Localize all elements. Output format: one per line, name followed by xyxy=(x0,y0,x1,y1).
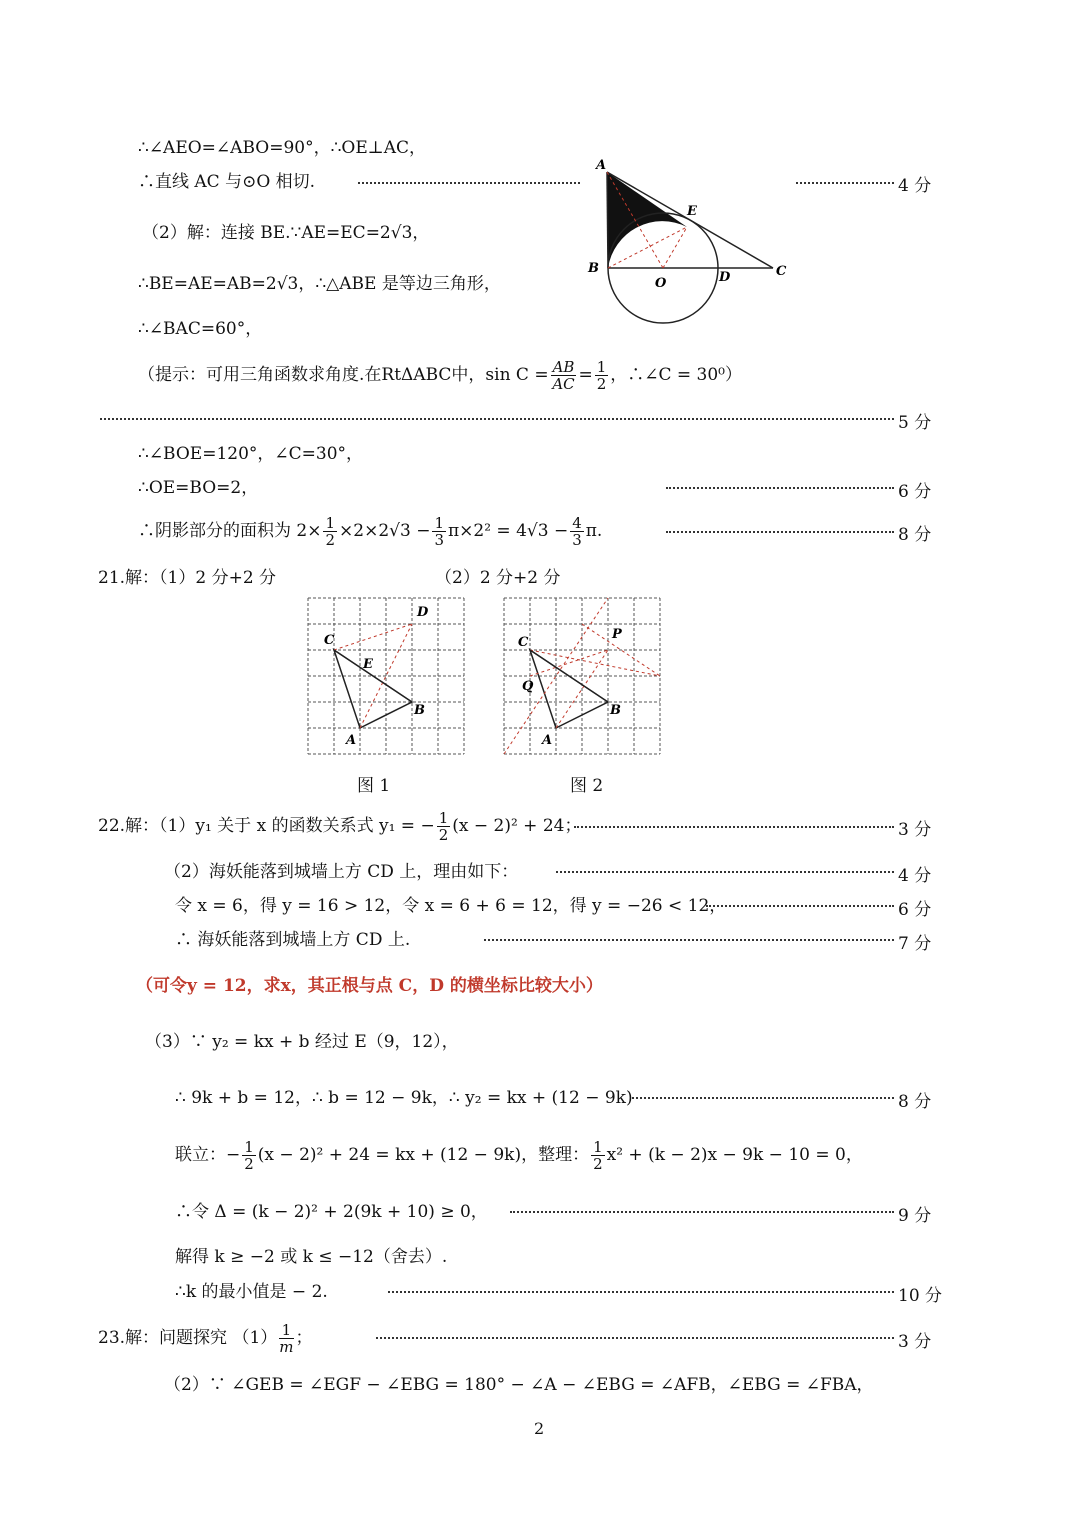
q21-figure-1 xyxy=(306,596,468,758)
label-B: B xyxy=(588,261,599,276)
label-E: E xyxy=(363,657,373,672)
q20-line-5: ∴∠BAC=60°， xyxy=(138,319,263,339)
dot-leader xyxy=(632,1097,894,1099)
q20-line-4: ∴BE=AE=AB=2√3，∴△ABE 是等边三角形， xyxy=(138,274,501,294)
q23-line-1: 23.解：问题探究 （1） $\frac{1}{m}$ ； xyxy=(98,1321,313,1356)
score-5: 5 分 xyxy=(898,413,932,433)
label-P: P xyxy=(612,627,622,642)
dot-leader xyxy=(666,531,894,533)
q22-line-2: （2）海妖能落到城墙上方 CD 上，理由如下： xyxy=(164,862,519,882)
figure-2-caption: 图 2 xyxy=(570,776,604,796)
q20-line-8: ∴阴影部分的面积为 2× $\frac{1}{2}$ ×2×2√3 − $\frac{1}{3}$ π×2² = 4√3 − $\frac{4}{3}$ π. xyxy=(138,514,603,549)
score-9: 9 分 xyxy=(898,1206,932,1226)
score-8: 8 分 xyxy=(898,525,932,545)
dot-leader xyxy=(100,418,894,420)
label-C: C xyxy=(776,264,787,279)
label-Q: Q xyxy=(522,679,534,694)
q22-red-note: （可令y = 12，求x，其正根与点 C，D 的横坐标比较大小） xyxy=(136,976,603,996)
label-D: D xyxy=(719,270,731,285)
score-3: 3 分 xyxy=(898,1332,932,1352)
q22-line-3: 令 x = 6，得 y = 16 > 12，令 x = 6 + 6 = 12，得 y = −26 < 12， xyxy=(175,896,727,916)
label-B: B xyxy=(414,703,425,718)
q22-line-6: ∴ 9k + b = 12，∴ b = 12 − 9k，∴ y₂ = kx + (12 − 9k) xyxy=(175,1088,633,1108)
score-4: 4 分 xyxy=(898,176,932,196)
label-D: D xyxy=(417,605,429,620)
score-7: 7 分 xyxy=(898,934,932,954)
q22-line-7: 联立：− $\frac{1}{2}$ (x − 2)² + 24 = kx + (12 − 9k)，整理： $\frac{1}{2}$ x² + (k − 2)x − 9k − 10 = 0， xyxy=(175,1138,863,1173)
dot-leader xyxy=(666,487,894,489)
q21-heading: 21.解：（1）2 分+2 分 xyxy=(98,568,277,588)
score-4: 4 分 xyxy=(898,866,932,886)
dot-leader xyxy=(706,905,894,907)
q22-line-9: 解得 k ≥ −2 或 k ≤ −12（舍去）. xyxy=(175,1247,448,1267)
q23-line-2: （2）∵ ∠GEB = ∠EGF − ∠EBG = 180° − ∠A − ∠EBG = ∠AFB，∠EBG = ∠FBA， xyxy=(164,1375,874,1395)
label-C: C xyxy=(518,635,529,650)
score-10: 10 分 xyxy=(898,1286,943,1306)
label-A: A xyxy=(596,158,607,173)
label-B: B xyxy=(610,703,621,718)
label-O: O xyxy=(655,276,667,291)
label-C: C xyxy=(324,633,335,648)
q21-figure-2 xyxy=(502,596,664,758)
page-number: 2 xyxy=(534,1419,545,1438)
dot-leader xyxy=(376,1337,894,1339)
dot-leader xyxy=(574,826,894,828)
dot-leader xyxy=(484,939,894,941)
dot-leader xyxy=(556,871,894,873)
score-6: 6 分 xyxy=(898,482,932,502)
q22-line-4: ∴ 海妖能落到城墙上方 CD 上. xyxy=(175,930,411,950)
label-A: A xyxy=(346,733,357,748)
q22-line-5: （3）∵ y₂ = kx + b 经过 E（9，12）， xyxy=(145,1032,459,1052)
q21-part-2: （2）2 分+2 分 xyxy=(435,568,561,588)
score-6: 6 分 xyxy=(898,900,932,920)
figure-1-caption: 图 1 xyxy=(357,776,391,796)
q20-hint: （提示：可用三角函数求角度.在RtΔABC中，sin C = $\frac{AB}{AC}$ = $\frac{1}{2}$ ，∴∠C = 30⁰） xyxy=(138,358,742,393)
q22-line-1: 22.解：（1）y₁ 关于 x 的函数关系式 y₁ = − $\frac{1}{2}$ (x − 2)² + 24； xyxy=(98,809,582,844)
dot-leader xyxy=(388,1291,894,1293)
score-8: 8 分 xyxy=(898,1092,932,1112)
q22-line-10: ∴k 的最小值是 − 2. xyxy=(175,1282,328,1302)
q20-geometry-figure xyxy=(580,155,800,330)
dot-leader xyxy=(510,1211,894,1213)
dot-leader xyxy=(796,182,894,184)
score-3: 3 分 xyxy=(898,820,932,840)
q20-line-3: （2）解：连接 BE.∵AE=EC=2√3， xyxy=(142,223,430,243)
label-A: A xyxy=(542,733,553,748)
q20-line-1: ∴∠AEO=∠ABO=90°，∴OE⊥AC， xyxy=(138,138,427,158)
q20-line-2: ∴直线 AC 与⊙O 相切. xyxy=(138,172,316,192)
q20-line-7: ∴OE=BO=2， xyxy=(138,478,259,498)
q22-line-8: ∴令 Δ = (k − 2)² + 2(9k + 10) ≥ 0， xyxy=(175,1202,488,1222)
q20-line-6: ∴∠BOE=120°，∠C=30°， xyxy=(138,444,364,464)
dot-leader xyxy=(358,182,580,184)
label-E: E xyxy=(687,204,697,219)
